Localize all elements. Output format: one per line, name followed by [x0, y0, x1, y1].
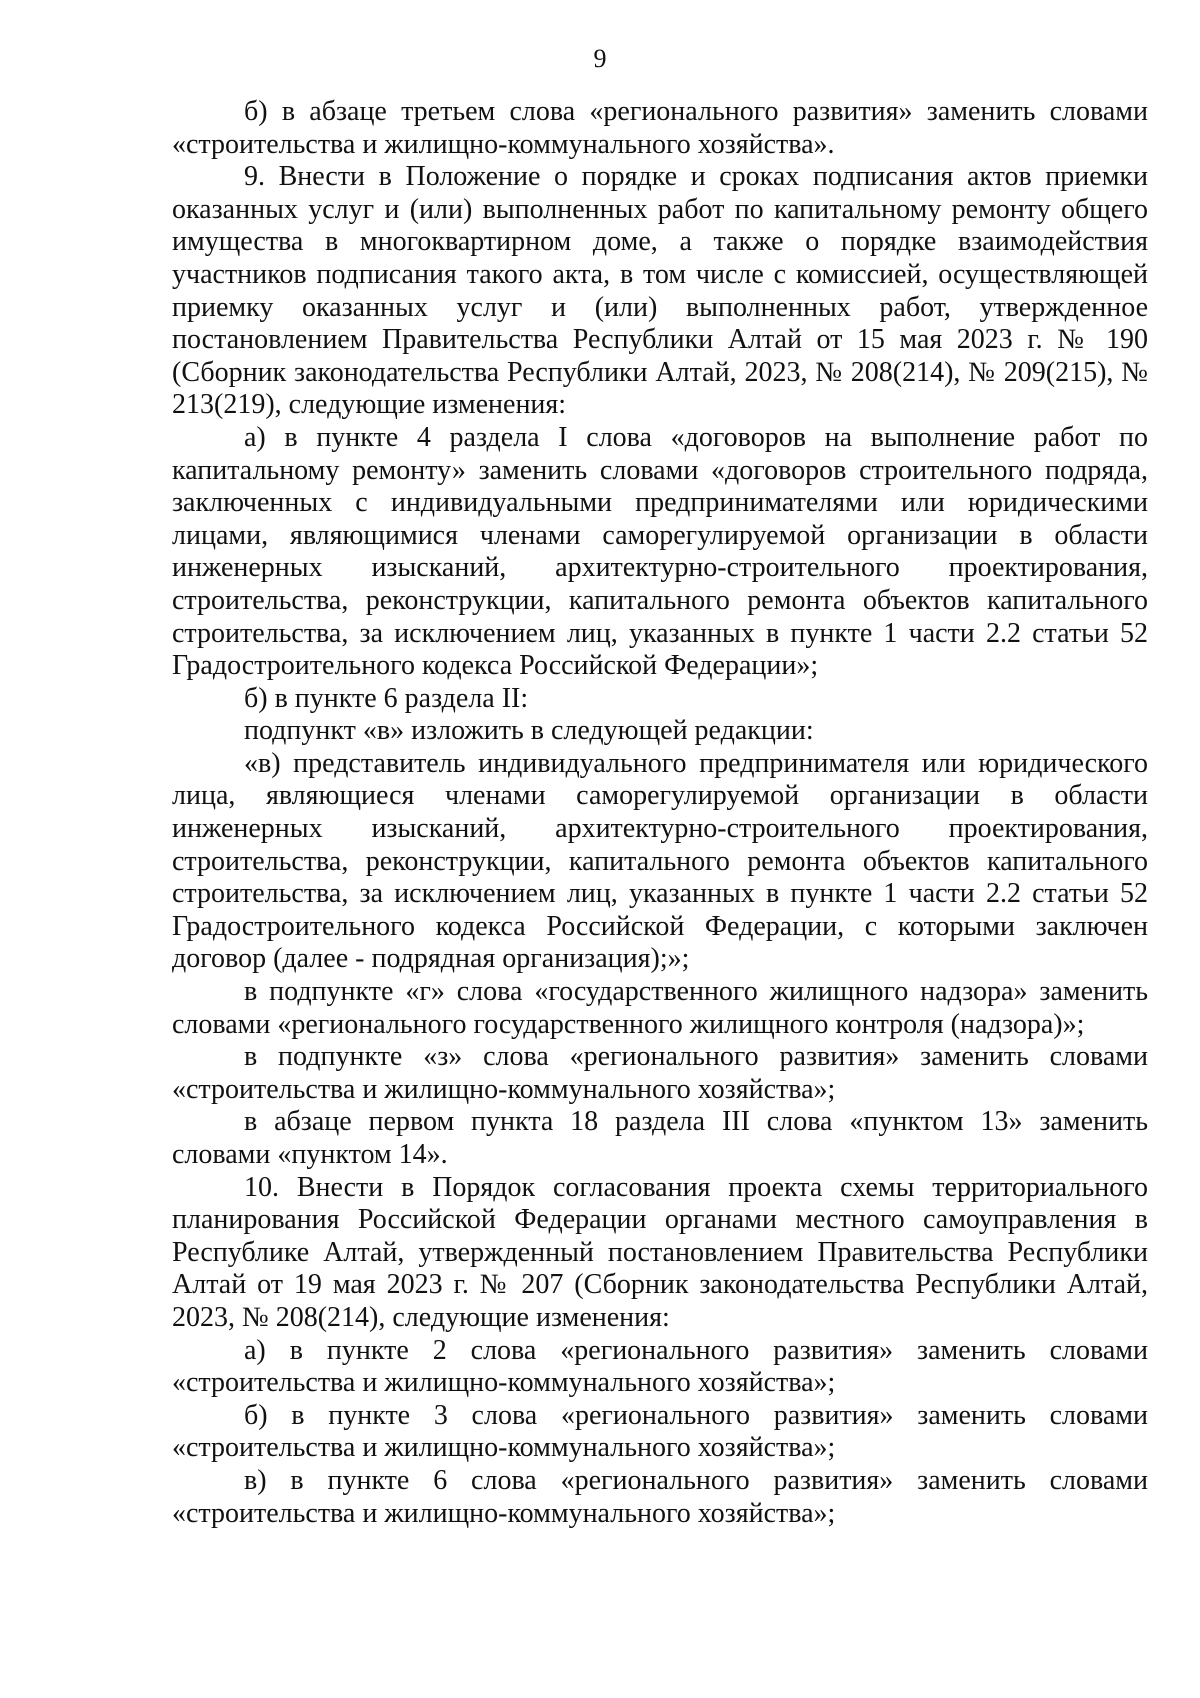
paragraph-9b-subitem-v-intro: подпункт «в» изложить в следующей редакции: [244, 715, 814, 747]
paragraph-9b-subitem-z: в подпункте «з» слова «регионального развития» заменить словами «строительства и жилищно-коммунального хозяйства»; [172, 1041, 1148, 1105]
paragraph-9b-subitem-v-text: «в) представитель индивидуального предпринимателя или юридического лица, являющиеся членами саморегулируемой организации в области инженерных изысканий, архитектурно-строительного проектирования, строительства, реконструкции, капитального ремонта объектов капитального строительства, за исключением лиц, указанных в пункте 1 части 2.2 статьи 52 Градостроительного кодекса Российской Федерации, с которыми заключен договор (далее - подрядная организация);»; [172, 747, 1148, 975]
paragraph-10v: в) в пункте 6 слова «регионального развития» заменить словами «строительства и жилищно-коммунального хозяйства»; [172, 1464, 1148, 1529]
paragraph-10b: б) в пункте 3 слова «регионального развития» заменить словами «строительства и жилищно-коммунального хозяйства»; [172, 1399, 1148, 1464]
document-body [172, 96, 1148, 1530]
paragraph-10a: а) в пункте 2 слова «регионального развития» заменить словами «строительства и жилищно-коммунального хозяйства»; [172, 1334, 1148, 1399]
paragraph-9a: а) в пункте 4 раздела I слова «договоров на выполнение работ по капитальному ремонту» заменить словами «договоров строительного подряда, заключенных с индивидуальными предпринимателями или юридическими лицами, являющимися членами саморегулируемой организации в области инженерных изысканий, архитектурно-строительного проектирования, строительства, реконструкции, капитального ремонта объектов капитального строительства, за исключением лиц, указанных в пункте 1 части 2.2 статьи 52 Градостроительного кодекса Российской Федерации»; [172, 421, 1148, 682]
page-number: 9 [593, 44, 607, 73]
paragraph-9-intro: 9. Внести в Положение о порядке и сроках подписания актов приемки оказанных услуг и (или) выполненных работ по капитальному ремонту общего имущества в многоквартирном доме, а также о порядке взаимодействия участников подписания такого акта, в том числе с комиссией, осуществляющей приемку оказанных услуг и (или) выполненных работ, утвержденное постановлением Правительства Республики Алтай от 15 мая 2023 г. № 190 (Сборник законодательства Республики Алтай, 2023, № 208(214), № 209(215), № 213(219), следующие изменения: [172, 161, 1148, 421]
paragraph-9b-subitem-g: в подпункте «г» слова «государственного жилищного надзора» заменить словами «регионального государственного жилищного контроля (надзора)»; [172, 976, 1148, 1040]
paragraph-9-section-3: в абзаце первом пункта 18 раздела III слова «пунктом 13» заменить словами «пунктом 14». [172, 1106, 1148, 1170]
paragraph-1b-amendment: б) в абзаце третьем слова «регионального развития» заменить словами «строительства и жилищно-коммунального хозяйства». [172, 96, 1148, 160]
paragraph-10-intro: 10. Внести в Порядок согласования проекта схемы территориального планирования Российской Федерации органами местного самоуправления в Республике Алтай, утвержденный постановлением Правительства Республики Алтай от 19 мая 2023 г. № 207 (Сборник законодательства Республики Алтай, 2023, № 208(214), следующие изменения: [172, 1171, 1148, 1333]
paragraph-9b: б) в пункте 6 раздела II: [244, 682, 529, 714]
